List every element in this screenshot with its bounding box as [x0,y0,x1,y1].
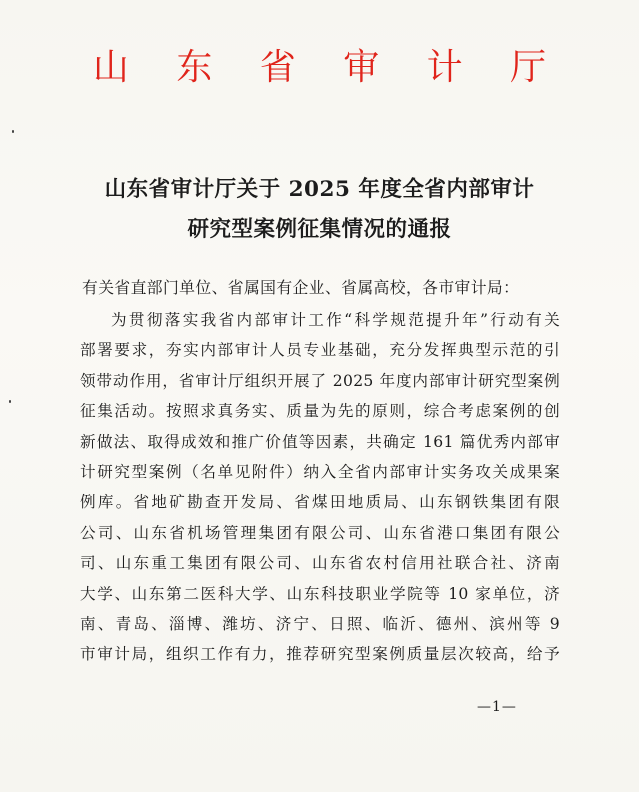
body-line: 领带动作用，省审计厅组织开展了 2025 年度内部审计研究型案例 [80,371,560,390]
page-number: —1— [477,699,517,715]
body-line: 为贯彻落实我省内部审计工作“科学规范提升年”行动有关 [111,311,560,329]
body-line: 征集活动。按照求真务实、质量为先的原则，综合考虑案例的创 [80,402,560,421]
body-line: 大学、山东第二医科大学、山东科技职业学院等 10 家单位，济 [80,584,560,603]
body-line: 例库。省地矿勘查开发局、省煤田地质局、山东钢铁集团有限 [80,493,560,512]
body-paragraph [80,305,560,670]
body-line: 计研究型案例（名单见附件）纳入全省内部审计实务攻关成果案 [80,462,560,481]
body-line: 市审计局，组织工作有力，推荐研究型案例质量层次较高，给予 [80,645,560,664]
scan-speck-mark [12,130,14,133]
title-line-1: 山东省审计厅关于 2025 年度全省内部审计 [104,177,535,202]
body-line: 部署要求，夯实内部审计人员专业基础，充分发挥典型示范的引 [80,341,560,360]
body-line: 司、山东重工集团有限公司、山东省农村信用社联合社、济南 [80,554,560,573]
body-line: 新做法、取得成效和推广价值等因素，共确定 161 篇优秀内部审 [80,432,560,451]
document-title [0,170,639,250]
title-line-2: 研究型案例征集情况的通报 [187,217,452,242]
salutation: 有关省直部门单位、省属国有企业、省属高校，各市审计局： [82,278,520,297]
body-line: 南、青岛、淄博、潍坊、济宁、日照、临沂、德州、滨州等 9 [80,614,560,633]
masthead-red-header: 山 东 省 审 计 厅 [92,47,565,88]
body-line: 公司、山东省机场管理集团有限公司、山东省港口集团有限公 [80,523,560,542]
scan-speck-mark [9,400,11,403]
